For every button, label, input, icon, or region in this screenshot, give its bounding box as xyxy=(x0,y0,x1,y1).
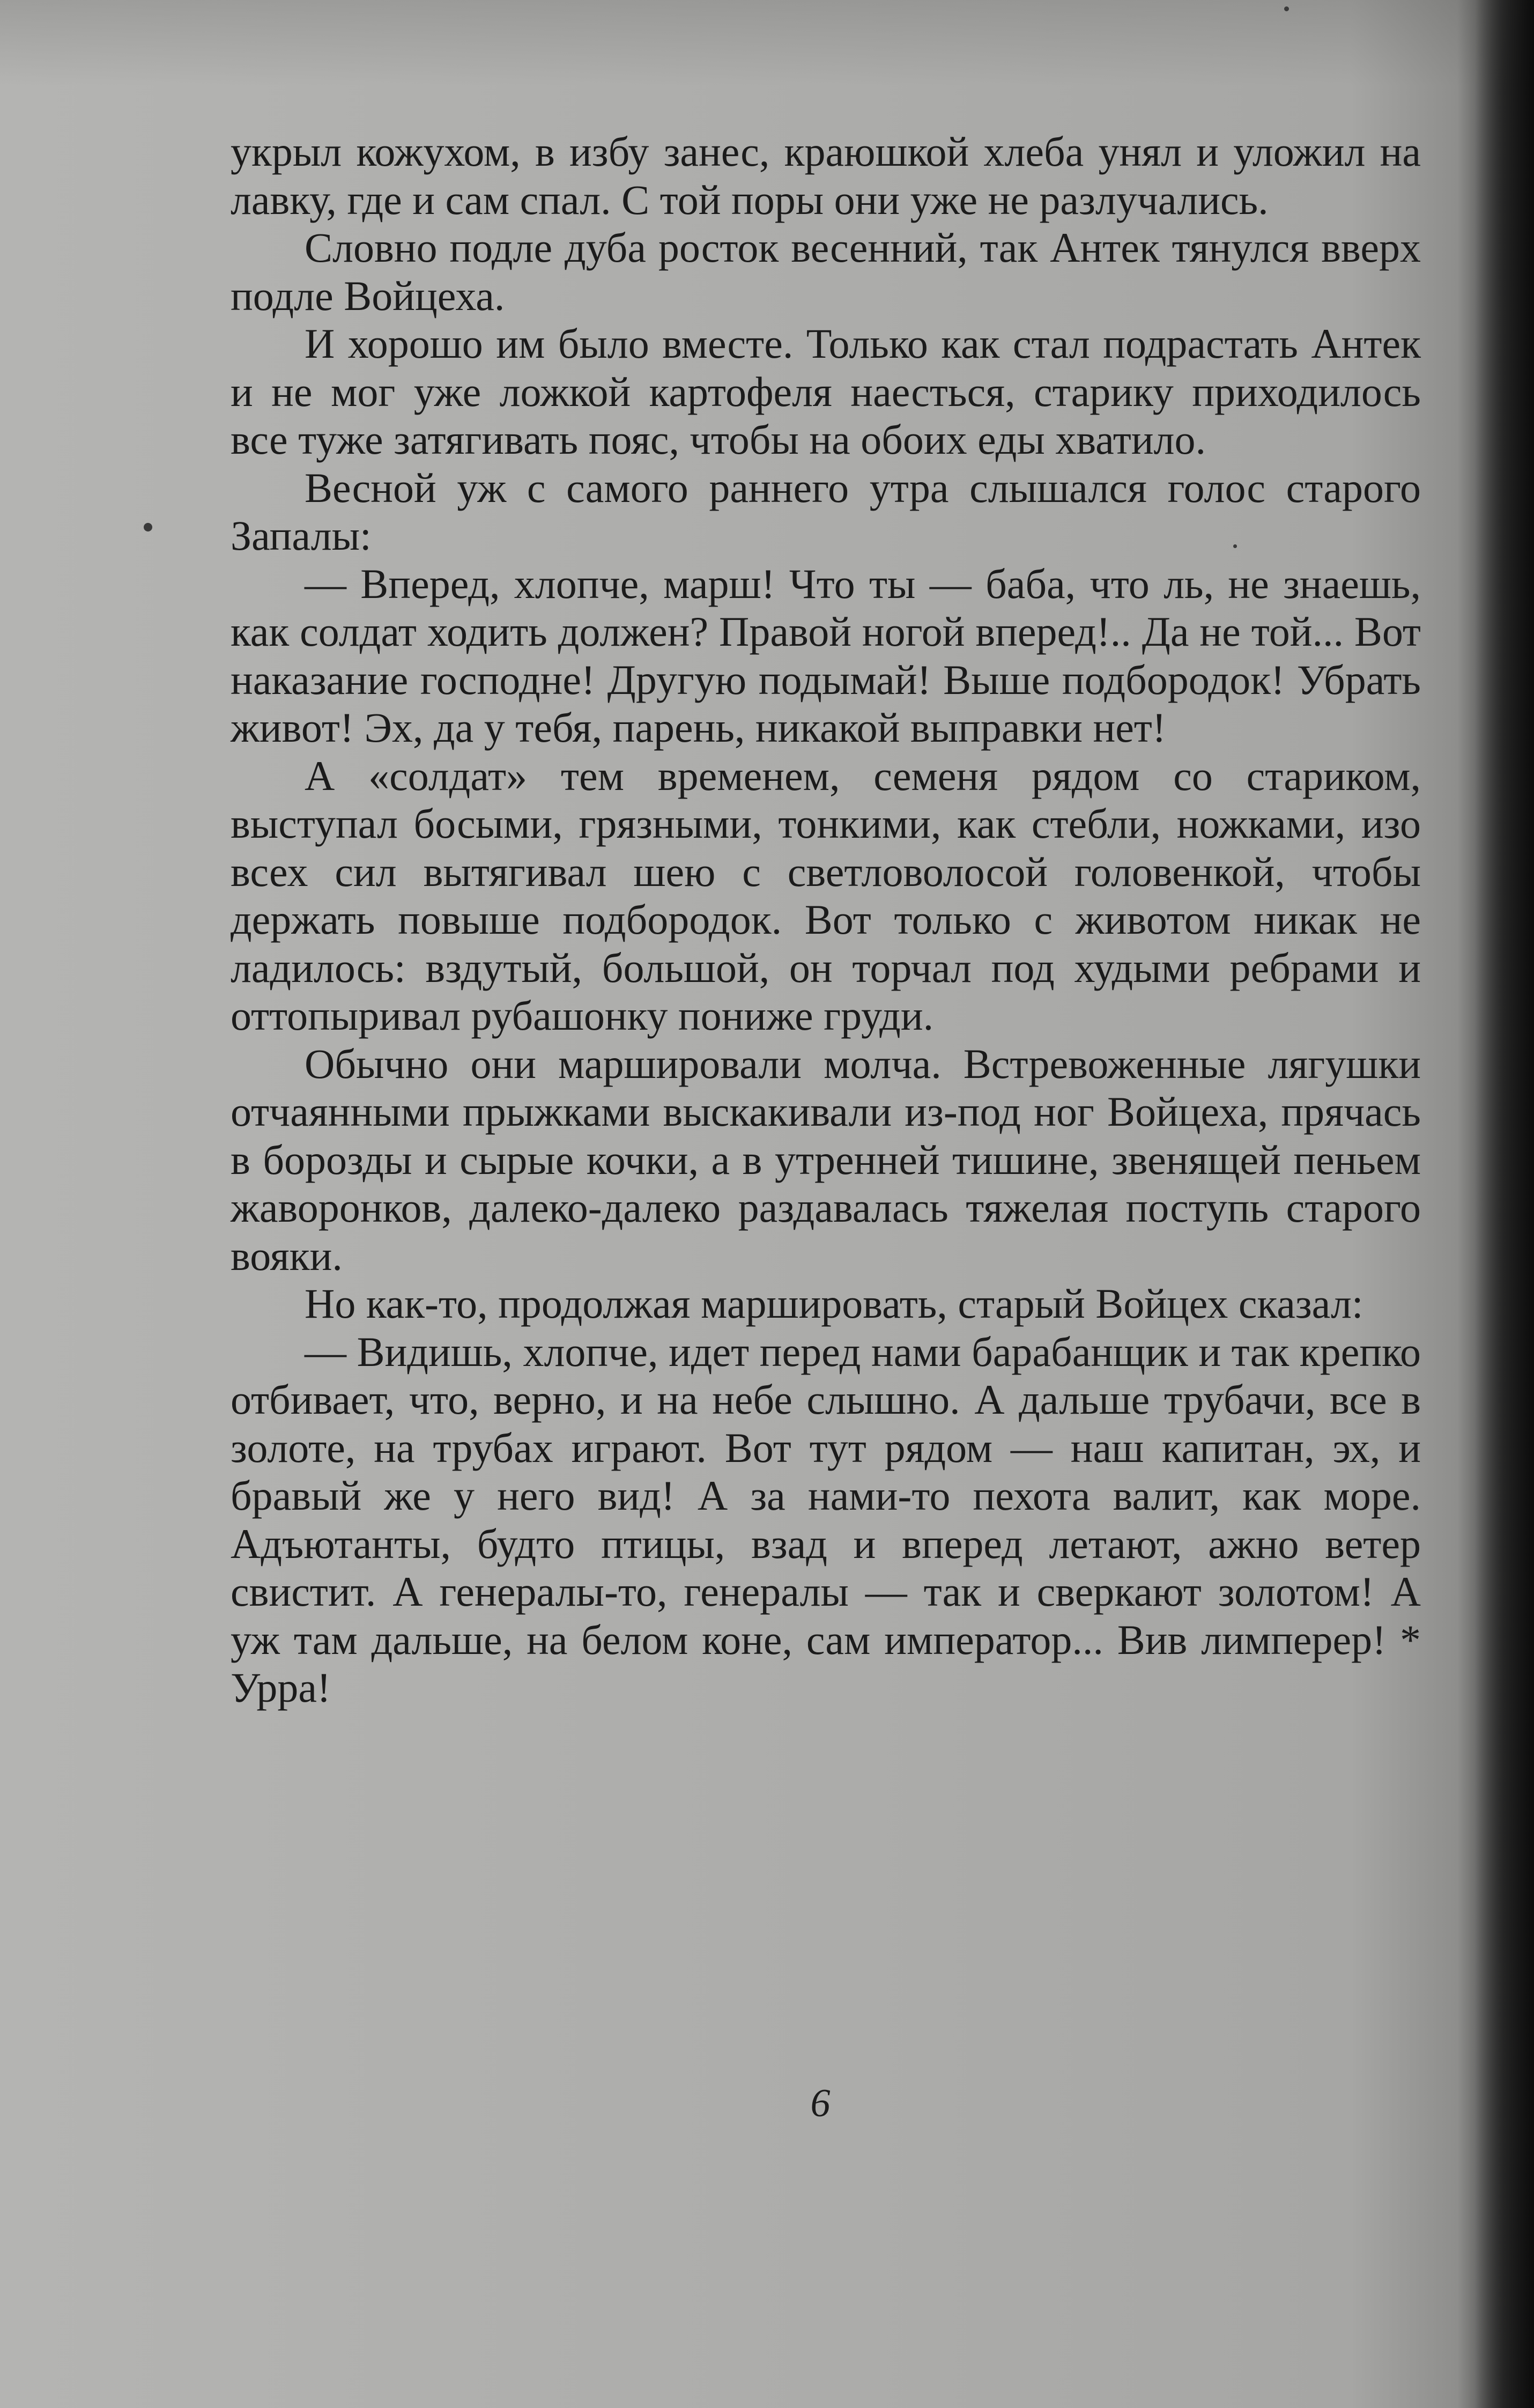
paragraph: А «солдат» тем временем, семеня рядом со стариком, выступал босыми, грязными, тонкими, как стебли, ножками, изо всех сил вытягивал шею с светловолосой головенкой, чтобы держать повыше подбородок. Вот только с животом никак не ладилось: вздутый, большой, он торчал под худыми ребрами и оттопыривал рубашонку пониже груди. xyxy=(231,752,1421,1039)
body-text xyxy=(231,128,1421,1712)
paragraph: Но как-то, продолжая маршировать, старый Войцех сказал: xyxy=(305,1280,1363,1327)
paragraph: И хорошо им было вместе. Только как стал подрастать Антек и не мог уже ложкой картофеля наесться, старику приходилось все туже затягивать пояс, чтобы на обоих еды хватило. xyxy=(231,320,1421,463)
page-top-shade xyxy=(0,0,1534,86)
paragraph: Обычно они маршировали молча. Встревоженные лягушки отчаянными прыжками выскакивали из-под ног Войцеха, прячась в борозды и сырые кочки, а в утренней тишине, звенящей пеньем жаворонков, далеко-далеко раздавалась тяжелая поступь старого вояки. xyxy=(231,1040,1421,1279)
dialogue-paragraph: — Вперед, хлопче, марш! Что ты — баба, что ль, не знаешь, как солдат ходить должен? Правой ногой вперед!.. Да не той... Вот наказание господне! Другую подымай! Выше подбородок! Убрать живот! Эх, да у тебя, парень, никакой выправки нет! xyxy=(231,560,1421,751)
page-binding-edge xyxy=(1475,0,1534,2408)
paragraph: укрыл кожухом, в избу занес, краюшкой хлеба унял и уложил на лавку, где и сам спал. С той поры они уже не разлучались. xyxy=(231,128,1421,223)
dialogue-paragraph: — Видишь, хлопче, идет перед нами барабанщик и так крепко отбивает, что, верно, и на небе слышно. А дальше трубачи, все в золоте, на трубах играют. Вот тут рядом — наш капитан, эх, и бравый же у него вид! А за нами-то пехота валит, как море. Адъютанты, будто птицы, взад и вперед летают, ажно ветер свистит. А генералы-то, генералы — так и сверкают золотом! А уж там дальше, на белом коне, сам император... Вив лимперер! * Урра! xyxy=(231,1328,1421,1711)
paper-speck xyxy=(1284,6,1289,11)
page-number: 6 xyxy=(810,2081,831,2125)
paragraph: Весной уж с самого раннего утра слышался голос старого Запалы: xyxy=(231,464,1421,559)
paper-speck xyxy=(144,523,152,531)
paragraph: Словно подле дуба росток весенний, так Антек тянулся вверх подле Войцеха. xyxy=(231,224,1421,319)
